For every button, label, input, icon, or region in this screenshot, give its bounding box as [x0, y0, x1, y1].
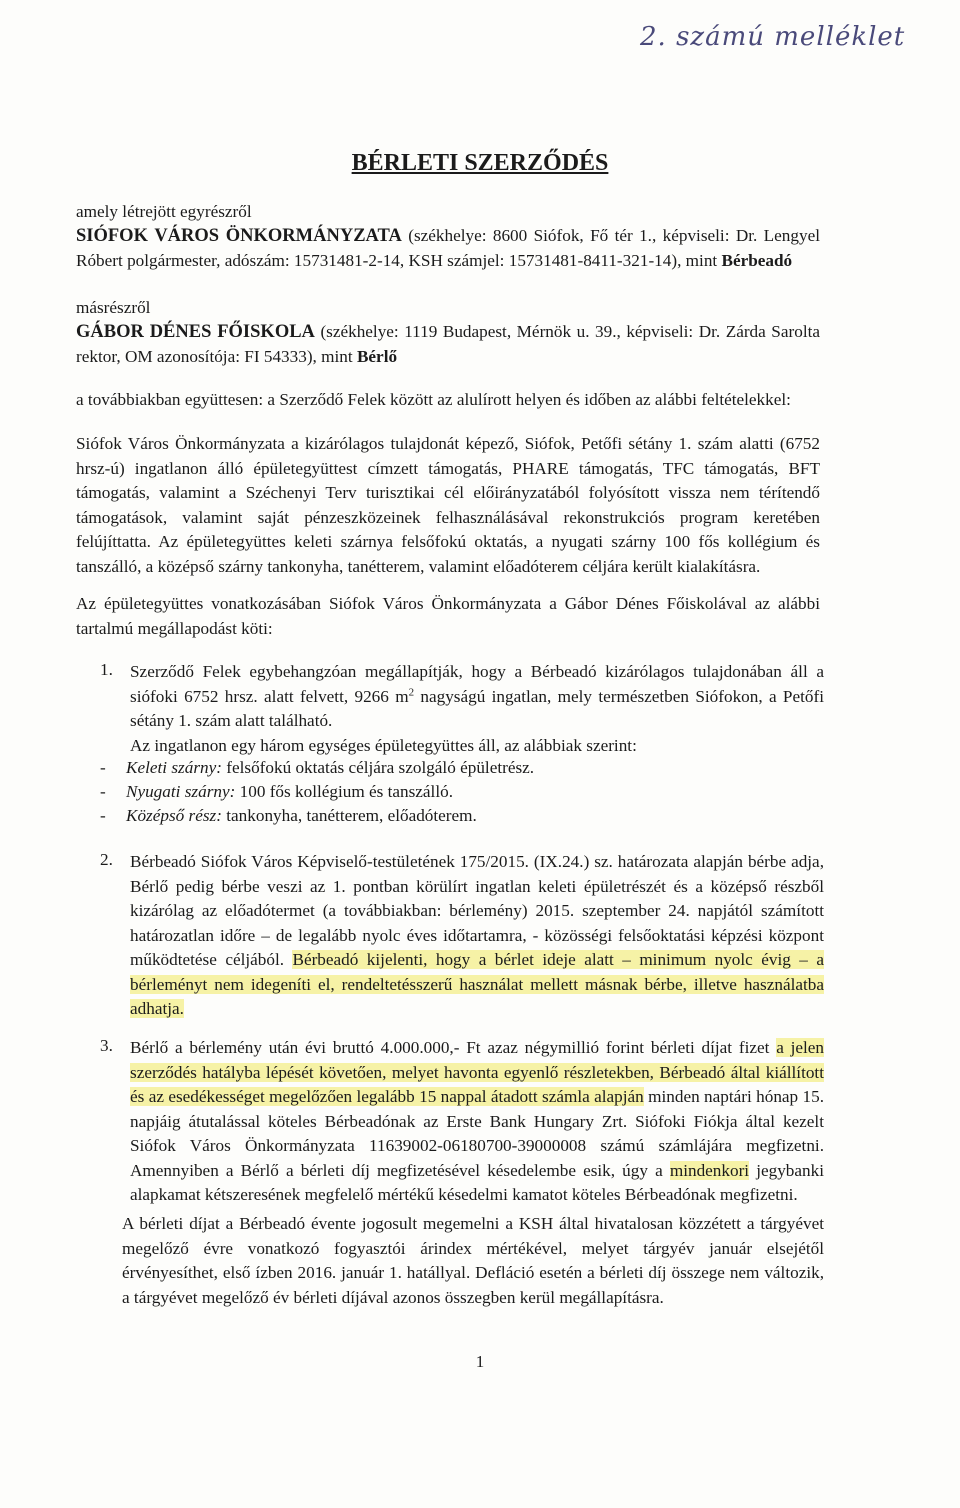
party1-block: [76, 224, 820, 273]
party1-name: SIÓFOK VÁROS ÖNKORMÁNYZATA: [76, 226, 402, 246]
item1-text-part1: Szerződő Felek egybehangzóan megállapítják, hogy a Bérbeadó kizárólagos tulajdonában áll a siófoki 6752 hrsz. alatt felvett, 9266 m: [130, 662, 824, 706]
party2-block: [76, 320, 820, 369]
wing1-label: Keleti szárny:: [126, 758, 222, 777]
party2-details: (székhelye: 1119 Budapest, Mérnök u. 39., képviseli: Dr. Zárda Sarolta rektor, OM azonosítója: FI 54333), mint: [76, 322, 820, 366]
preamble-text-a: Siófok Város Önkormányzata a kizárólagos tulajdonát képező, Siófok, Petőfi sétány 1. szám alatti (6752 hrsz-ú) ingatlanon álló épületegyüttest címzett támogatás, PHARE támogatás, TFC támogatás, BFT támogatás, valamint a Széchenyi Terv turisztikai cél előirányzatából folyósított vissza nem térítendő támogatások, valamint saját pénzeszközeinek felhasználásával rekonstrukciós program keretében felújíttatta.: [76, 434, 820, 551]
item1-text-part2: nagyságú ingatlan, mely természetben Siófokon, a Petőfi sétány 1. szám alatt található.: [130, 686, 824, 730]
item1-text3: Az ingatlanon egy három egységes épületegyüttes áll, az alábbiak szerint:: [130, 736, 637, 755]
wing2-desc: 100 fős kollégium és tanszálló.: [235, 782, 454, 801]
party1-intro: amely létrejött egyrészről: [76, 202, 252, 221]
wing1-desc: felsőfokú oktatás céljára szolgáló épületrész.: [221, 758, 535, 777]
item3-text: [130, 1036, 824, 1208]
page-number: 1: [475, 1352, 485, 1371]
party2-name: GÁBOR DÉNES FŐISKOLA: [76, 322, 315, 342]
preamble-text-b: Az épületegyüttes keleti szárnya felsőfokú oktatás, a nyugati szárny 100 fős kollégium és tanszálló, a középső szárny tankonyha, tanétterem, valamint előadóterem céljára került kialakításra.: [76, 532, 820, 576]
item2-text-main: Bérbeadó Siófok Város Képviselő-testületének 175/2015. (IX.24.) sz. határozata alapján bérbe adja, Bérlő pedig bérbe veszi az 1. pontban körülírt ingatlan keleti épületrészét és a középső részből kizárólag az előadótermet (a továbbiakban: bérlemény) 2015. szeptember 24. napjától számított határozatlan időre – de legalább nyolc éves időtartamra, - közösségi felsőoktatási képzési központ működtetése céljából.: [130, 852, 824, 969]
party2-role: Bérlő: [356, 346, 398, 366]
wing3-line: [126, 806, 477, 826]
party1-role: Bérbeadó: [721, 250, 793, 270]
item3-text-part1: Bérlő a bérlemény után évi bruttó 4.000.000,- Ft azaz négymillió forint bérleti díjat fizet: [130, 1038, 777, 1057]
item3-highlighted-text-2: mindenkori: [669, 1160, 750, 1180]
preamble-paragraph-2: Az épületegyüttes vonatkozásában Siófok Város Önkormányzata a Gábor Dénes Főiskolával az alábbi tartalmú megállapodást köti:: [76, 594, 820, 638]
wing3-label: Középső rész:: [126, 806, 222, 825]
wing1-line: [126, 758, 534, 778]
item1-number: 1.: [100, 660, 113, 679]
item2-text: [130, 850, 824, 1022]
wing2-label: Nyugati szárny:: [126, 782, 236, 801]
handwritten-annotation: 2. számú melléklet: [640, 22, 906, 52]
item3-highlighted-text-1: a jelen szerződés hatályba lépését követően, melyet havonta egyenlő részletekben, Bérbeadó által kiállított és az esedékességet megelőzően legalább 15 nappal átadott számla alapján: [130, 1038, 824, 1106]
together-clause: a továbbiakban együttesen: a Szerződő Felek között az alulírott helyen és időben az alábbi feltételekkel:: [76, 390, 791, 409]
wing3-dash: -: [100, 806, 106, 825]
item3-number: 3.: [100, 1036, 113, 1055]
wing3-desc: tankonyha, tanétterem, előadóterem.: [221, 806, 477, 825]
item2-highlighted-text: Bérbeadó kijelenti, hogy a bérlet ideje alatt – minimum nyolc évig – a bérleményt nem idegeníti el, rendeltetésszerű használat mellett másnak bérbe, illetve használatba adhatja.: [130, 950, 824, 1018]
item3-text-part2: minden naptári hónap 15. napjáig átutalással köteles Bérbeadónak az Erste Bank Hungary Zrt. Siófoki Fiókja által kezelt Siófok Város Önkormányzata 11639002-06180700-39000008 számú számlájára megfizetni. Amennyiben a Bérlő a bérleti díj megfizetésével késedelembe esik, úgy a: [130, 1087, 825, 1180]
wing2-line: [126, 782, 453, 802]
wing2-dash: -: [100, 782, 106, 801]
document-title: BÉRLETI SZERZŐDÉS: [351, 150, 609, 176]
item1-text: [130, 660, 824, 734]
item2-number: 2.: [100, 850, 113, 869]
item3-text-part3: jegybanki alapkamat kétszeresének megfelelő mértékű késedelmi kamatot köteles Bérbeadónak megfizetni.: [130, 1160, 824, 1204]
party2-intro: másrészről: [76, 298, 151, 317]
preamble-paragraph-1: [76, 432, 820, 579]
party1-details: (székhelye: 8600 Siófok, Fő tér 1., képviseli: Dr. Lengyel Róbert polgármester, adószám: 15731481-2-14, KSH számjel: 15731481-8411-321-14), mint: [76, 226, 820, 270]
wing1-dash: -: [100, 758, 106, 777]
item3-indexation: A bérleti díjat a Bérbeadó évente jogosult megemelni a KSH által hivatalosan közzétett a tárgyévet megelőző évre vonatkozó fogyasztói árindex mértékével, melyet tárgyév január elsejétől érvényesíthet, első ízben 2016. január 1. hatállyal. Defláció esetén a bérleti díj összege nem változik, a tárgyévet megelőző év bérleti díjával azonos összegben kerül megállapításra.: [122, 1214, 824, 1307]
item1-superscript: 2: [408, 685, 415, 698]
